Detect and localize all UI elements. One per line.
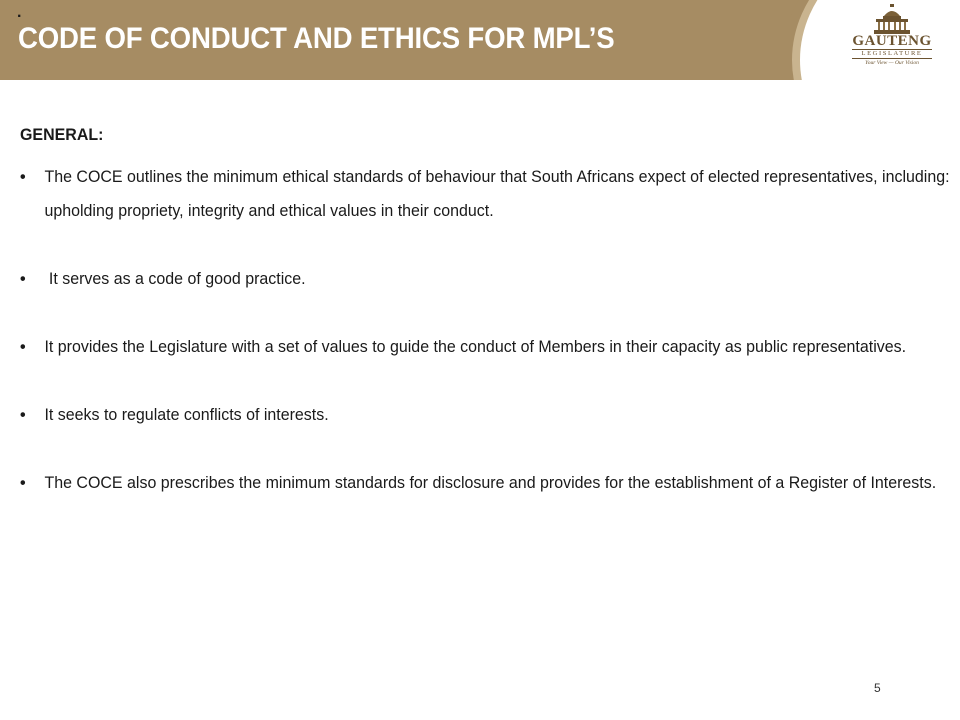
- list-item-text: The COCE also prescribes the minimum standards for disclosure and provides for the establishment of a Register of Interests.: [44, 473, 937, 492]
- list-item: [20, 398, 951, 432]
- list-item: [20, 160, 951, 228]
- bullet-icon: •: [20, 473, 26, 492]
- slide-title: CODE OF CONDUCT AND ETHICS FOR MPL’S: [18, 22, 615, 55]
- list-item-text: The COCE outlines the minimum ethical standards of behaviour that South Africans expect of elected representatives, including: upholding propriety, integrity and ethical values in their conduct.: [44, 167, 950, 220]
- header-dot: .: [17, 4, 22, 21]
- page-number: 5: [874, 681, 881, 695]
- logo-subtitle: LEGISLATURE: [852, 49, 932, 59]
- bullet-icon: •: [20, 337, 26, 356]
- bullet-icon: •: [20, 167, 26, 186]
- list-item-text: It provides the Legislature with a set of values to guide the conduct of Members in their capacity as public representatives.: [44, 337, 907, 356]
- bullet-icon: •: [20, 269, 26, 288]
- section-heading: GENERAL:: [20, 125, 104, 144]
- gauteng-legislature-logo: [848, 4, 936, 76]
- list-item-text: It serves as a code of good practice.: [44, 269, 306, 288]
- logo-tagline: Your View — Our Vision: [865, 60, 919, 66]
- legislature-building-icon: [874, 4, 910, 34]
- list-item: [20, 330, 951, 364]
- slide-body: [20, 118, 950, 500]
- list-item-text: It seeks to regulate conflicts of interests.: [44, 405, 329, 424]
- list-item: [20, 262, 951, 296]
- list-item: [20, 466, 951, 500]
- header-bar: [0, 0, 960, 80]
- logo-name: GAUTENG: [852, 33, 932, 49]
- bullet-icon: •: [20, 405, 26, 424]
